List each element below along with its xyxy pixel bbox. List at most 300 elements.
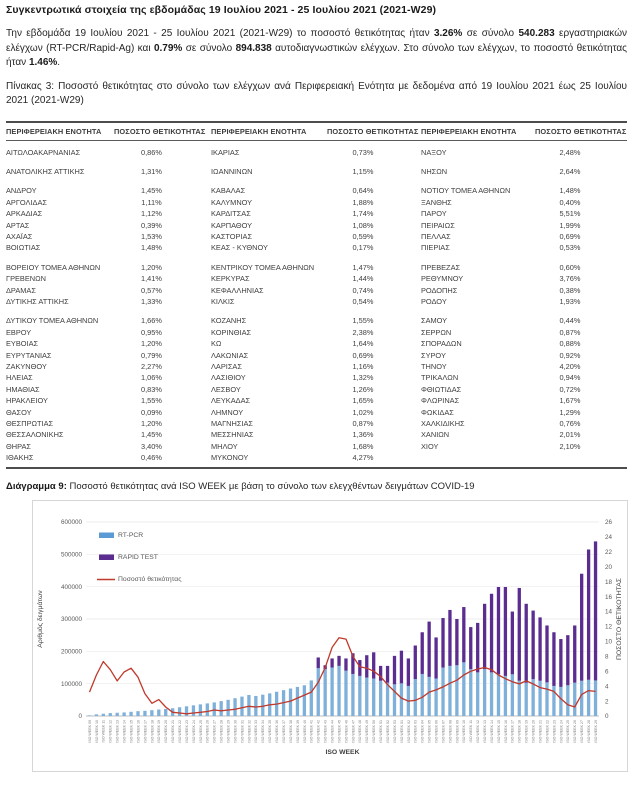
y-right-tick-label: 14: [605, 609, 613, 617]
table-row: [6, 429, 627, 440]
rapid-bar: [455, 619, 458, 665]
rtpcr-bar: [220, 701, 223, 716]
rtpcr-bar: [344, 671, 347, 716]
positivity-cell: 1,08%: [352, 220, 374, 230]
x-tick-label: ISO WEEK 23: [184, 720, 189, 744]
region-cell: ΗΛΕΙΑΣ: [6, 373, 33, 383]
rapid-bar: [552, 633, 555, 687]
rtpcr-bar: [102, 714, 105, 716]
table-row: [6, 219, 627, 230]
table-row: [6, 349, 627, 360]
x-tick-label: ISO WEEK 07: [441, 720, 446, 744]
rapid-bar: [559, 639, 562, 687]
region-cell: ΤΡΙΚΑΛΩΝ: [421, 373, 459, 383]
rtpcr-bar: [192, 706, 195, 717]
text-run: Την εβδομάδα 19 Ιουλίου 2021 - 25 Ιουλίου 2021 (2021-W29) το ποσοστό θετικότητας ήταν: [6, 28, 434, 39]
region-cell: ΒΟΡΕΙΟΥ ΤΟΜΕΑ ΑΘΗΝΩΝ: [6, 262, 101, 272]
rtpcr-bar: [157, 710, 160, 716]
table-header-row: [6, 123, 627, 141]
rtpcr-bar: [310, 681, 313, 717]
table-row: [6, 361, 627, 372]
column-header-region-3: ΠΕΡΙΦΕΡΕΙΑΚΗ ΕΝΟΤΗΤΑ: [421, 126, 517, 136]
positivity-cell: 0,40%: [559, 197, 581, 207]
positivity-cell: 3,40%: [141, 441, 162, 451]
x-tick-label: ISO WEEK 31: [240, 720, 245, 744]
rtpcr-bar: [116, 713, 119, 716]
y-left-tick-label: 400000: [60, 584, 82, 592]
rapid-bar: [531, 611, 534, 680]
rtpcr-bar: [587, 680, 590, 716]
rtpcr-bar: [421, 674, 424, 716]
positivity-cell: 5,51%: [559, 209, 581, 219]
rtpcr-bar: [324, 669, 327, 716]
x-tick-label: ISO WEEK 27: [580, 720, 585, 744]
y-right-tick-label: 6: [605, 668, 609, 676]
region-cell: ΛΕΥΚΑΔΑΣ: [211, 396, 251, 406]
region-cell: ΑΝΑΤΟΛΙΚΗΣ ΑΤΤΙΚΗΣ: [6, 167, 85, 177]
rtpcr-bar: [545, 683, 548, 717]
region-cell: ΜΑΓΝΗΣΙΑΣ: [211, 418, 253, 428]
positivity-cell: 0,53%: [559, 243, 581, 253]
region-cell: ΔΥΤΙΚΟΥ ΤΟΜΕΑ ΑΘΗΝΩΝ: [6, 316, 99, 326]
region-cell: ΓΡΕΒΕΝΩΝ: [6, 274, 46, 284]
table-row: [6, 395, 627, 406]
x-tick-label: ISO WEEK 39: [295, 720, 300, 744]
positivity-cell: 0,94%: [559, 373, 581, 383]
positivity-cell: 1,26%: [352, 384, 374, 394]
x-tick-label: ISO WEEK 43: [323, 720, 328, 744]
x-tick-label: ISO WEEK 16: [503, 720, 508, 744]
y-right-tick-label: 24: [605, 534, 613, 542]
region-cell: ΘΕΣΠΡΩΤΙΑΣ: [6, 418, 54, 428]
positivity-cell: 1,48%: [559, 186, 581, 196]
y-right-tick-label: 22: [605, 549, 613, 557]
positivity-cell: 0,92%: [559, 350, 581, 360]
y-right-tick-label: 10: [605, 638, 613, 646]
rtpcr-bar: [462, 663, 465, 717]
positivity-cell: 0,88%: [559, 339, 581, 349]
x-tick-label: ISO WEEK 49: [365, 720, 370, 744]
rapid-bar: [483, 604, 486, 669]
positivity-cell: 1,02%: [352, 407, 374, 417]
table-row: [6, 231, 627, 242]
rapid-bar: [594, 542, 597, 681]
x-tick-label: ISO WEEK 45: [337, 720, 342, 744]
region-cell: ΝΗΣΩΝ: [421, 167, 448, 177]
positivity-cell: 1,74%: [352, 209, 374, 219]
x-tick-label: ISO WEEK 20: [164, 720, 169, 744]
table-row: [6, 296, 627, 307]
region-cell: ΡΟΔΟΥ: [421, 296, 447, 306]
region-cell: ΔΡΑΜΑΣ: [6, 285, 36, 295]
y-right-tick-label: 4: [605, 683, 609, 691]
table-row: [6, 208, 627, 219]
table-body: [6, 147, 627, 464]
region-cell: ΦΛΩΡΙΝΑΣ: [421, 396, 460, 406]
rtpcr-bar: [247, 695, 250, 716]
x-tick-label: ISO WEEK 42: [316, 720, 321, 744]
rtpcr-bar: [233, 698, 236, 716]
x-tick-label: ISO WEEK 29: [226, 720, 231, 744]
x-tick-label: ISO WEEK 28: [587, 720, 592, 744]
region-cell: ΛΗΜΝΟΥ: [211, 407, 244, 417]
region-cell: ΦΩΚΙΔΑΣ: [421, 407, 454, 417]
region-cell: ΕΒΡΟΥ: [6, 327, 32, 337]
positivity-cell: 1,48%: [141, 243, 162, 253]
x-tick-label: ISO WEEK 09: [455, 720, 460, 744]
region-cell: ΡΟΔΟΠΗΣ: [421, 285, 458, 295]
chart-caption-label: Διάγραμμα 9:: [6, 481, 67, 493]
positivity-cell: 0,74%: [352, 285, 374, 295]
highlight-value: 894.838: [235, 42, 272, 54]
rtpcr-bar: [129, 712, 132, 716]
rtpcr-bar: [566, 686, 569, 717]
table-row: [6, 372, 627, 383]
rapid-bar: [476, 623, 479, 672]
rtpcr-bar: [178, 708, 181, 717]
region-cell: ΞΑΝΘΗΣ: [421, 197, 452, 207]
positivity-cell: 0,83%: [141, 384, 162, 394]
region-cell: ΙΩΑΝΝΙΝΩΝ: [211, 167, 253, 177]
x-tick-label: ISO WEEK 19: [157, 720, 162, 744]
rtpcr-bar: [351, 674, 354, 716]
rapid-bar: [497, 587, 500, 674]
table-group: [6, 166, 627, 177]
positivity-cell: 0,73%: [352, 147, 374, 157]
x-tick-label: ISO WEEK 48: [358, 720, 363, 744]
region-cell: ΧΑΝΙΩΝ: [421, 430, 450, 440]
table-row: [6, 197, 627, 208]
intro-paragraph: [6, 27, 627, 71]
rtpcr-bar: [143, 711, 146, 716]
region-cell: ΛΑΡΙΣΑΣ: [211, 361, 242, 371]
x-tick-label: ISO WEEK 12: [476, 720, 481, 744]
table-row: [6, 440, 627, 451]
table-group: [6, 185, 627, 253]
region-cell: ΦΘΙΩΤΙΔΑΣ: [421, 384, 462, 394]
legend-swatch: [99, 555, 114, 561]
y-right-tick-label: 2: [605, 698, 609, 706]
table-row: [6, 185, 627, 196]
x-tick-label: ISO WEEK 36: [275, 720, 280, 744]
region-cell: ΚΑΒΑΛΑΣ: [211, 186, 246, 196]
text-run: .: [57, 57, 61, 68]
legend-swatch: [99, 533, 114, 539]
x-tick-label: ISO WEEK 47: [351, 720, 356, 744]
rapid-bar: [337, 656, 340, 666]
x-tick-label: ISO WEEK 13: [483, 720, 488, 744]
region-cell: ΣΑΜΟΥ: [421, 316, 448, 326]
positivity-cell: 1,47%: [352, 262, 374, 272]
rtpcr-bar: [213, 703, 216, 717]
rtpcr-bar: [518, 681, 521, 716]
rtpcr-bar: [88, 716, 91, 717]
rtpcr-bar: [504, 676, 507, 716]
x-tick-label: ISO WEEK 46: [344, 720, 349, 744]
region-cell: ΖΑΚΥΝΘΟΥ: [6, 361, 47, 371]
rapid-bar: [580, 574, 583, 681]
rtpcr-bar: [136, 711, 139, 716]
positivity-cell: 1,15%: [352, 167, 374, 177]
rtpcr-bar: [428, 677, 431, 716]
positivity-cell: 4,20%: [559, 361, 581, 371]
rtpcr-bar: [240, 697, 243, 716]
positivity-cell: 1,67%: [559, 396, 581, 406]
rtpcr-bar: [289, 689, 292, 716]
x-tick-label: ISO WEEK 18: [517, 720, 522, 744]
text-run: αυτοδιαγνωστικών ελέγχων. Στο σύνολο των ελέγχων, το ποσοστό θετικότητας ήταν: [6, 42, 627, 68]
region-cell: ΠΙΕΡΙΑΣ: [421, 243, 450, 253]
y-right-tick-label: 0: [605, 713, 609, 721]
positivity-cell: 1,66%: [141, 316, 162, 326]
x-tick-label: ISO WEEK 50: [372, 720, 377, 744]
x-tick-label: ISO WEEK 30: [233, 720, 238, 744]
region-cell: ΑΡΓΟΛΙΔΑΣ: [6, 197, 47, 207]
rtpcr-bar: [594, 681, 597, 717]
rtpcr-bar: [206, 704, 209, 717]
x-tick-label: ISO WEEK 18: [150, 720, 155, 744]
rtpcr-bar: [414, 679, 417, 716]
x-tick-label: ISO WEEK 32: [247, 720, 252, 744]
region-cell: ΡΕΘΥΜΝΟΥ: [421, 274, 464, 284]
rapid-bar: [386, 666, 389, 683]
positivity-cell: 1,45%: [141, 430, 162, 440]
positivity-cell: 0,95%: [141, 327, 162, 337]
table-row: [6, 452, 627, 463]
rtpcr-bar: [317, 668, 320, 716]
x-tick-label: ISO WEEK 09: [87, 720, 92, 744]
positivity-cell: 0,72%: [559, 384, 581, 394]
region-cell: ΜΕΣΣΗΝΙΑΣ: [211, 430, 254, 440]
region-cell: ΘΗΡΑΣ: [6, 441, 31, 451]
legend-label: RT-PCR: [118, 532, 144, 540]
rapid-bar: [504, 587, 507, 676]
region-cell: ΛΕΣΒΟΥ: [211, 384, 241, 394]
region-cell: ΧΑΛΚΙΔΙΚΗΣ: [421, 418, 465, 428]
rtpcr-bar: [372, 679, 375, 717]
rapid-bar: [400, 651, 403, 684]
rtpcr-bar: [330, 668, 333, 717]
positivity-cell: 1,11%: [141, 197, 162, 207]
positivity-cell: 0,79%: [141, 350, 162, 360]
positivity-cell: 2,27%: [141, 361, 162, 371]
x-tick-label: ISO WEEK 29: [593, 720, 598, 744]
region-cell: ΚΑΡΔΙΤΣΑΣ: [211, 209, 251, 219]
positivity-cell: 1,29%: [559, 407, 581, 417]
rapid-bar: [344, 659, 347, 671]
rapid-bar: [365, 655, 368, 677]
region-cell: ΑΙΤΩΛΟΑΚΑΡΝΑΝΙΑΣ: [6, 147, 81, 157]
region-cell: ΚΙΛΚΙΣ: [211, 296, 235, 306]
region-cell: ΚΕΦΑΛΛΗΝΙΑΣ: [211, 285, 264, 295]
y-left-tick-label: 300000: [60, 616, 82, 624]
rapid-bar: [428, 622, 431, 677]
x-tick-label: ISO WEEK 06: [434, 720, 439, 744]
rtpcr-bar: [254, 696, 257, 716]
x-tick-label: ISO WEEK 44: [330, 720, 335, 744]
rtpcr-bar: [455, 666, 458, 717]
x-tick-label: ISO WEEK 21: [171, 720, 176, 744]
rapid-bar: [538, 618, 541, 681]
y-left-tick-label: 100000: [60, 681, 82, 689]
region-cell: ΚΕΡΚΥΡΑΣ: [211, 274, 250, 284]
rapid-bar: [441, 618, 444, 667]
positivity-cell: 0,76%: [559, 418, 581, 428]
x-tick-label: ISO WEEK 37: [281, 720, 286, 744]
table-row: [6, 262, 627, 273]
table-row: [6, 147, 627, 158]
x-tick-label: ISO WEEK 10: [94, 720, 99, 744]
highlight-value: 540.283: [518, 28, 555, 39]
positivity-cell: 1,64%: [352, 339, 374, 349]
y-right-tick-label: 16: [605, 594, 613, 602]
region-cell: ΣΠΟΡΑΔΩΝ: [421, 339, 462, 349]
x-tick-label: ISO WEEK 28: [219, 720, 224, 744]
positivity-cell: 1,65%: [352, 396, 374, 406]
region-cell: ΠΑΡΟΥ: [421, 209, 447, 219]
rtpcr-bar: [226, 700, 229, 716]
x-tick-label: ISO WEEK 33: [254, 720, 259, 744]
rapid-bar: [587, 550, 590, 680]
table-row: [6, 418, 627, 429]
table-group: [6, 262, 627, 308]
region-cell: ΚΑΣΤΟΡΙΑΣ: [211, 232, 253, 242]
rtpcr-bar: [164, 709, 167, 716]
rapid-bar: [566, 635, 569, 685]
x-tick-label: ISO WEEK 27: [212, 720, 217, 744]
page-title: Συγκεντρωτικά στοιχεία της εβδομάδας 19 Ιουλίου 2021 - 25 Ιουλίου 2021 (2021-W29): [6, 4, 437, 16]
rapid-bar: [393, 656, 396, 684]
legend-label: RAPID TEST: [118, 554, 158, 562]
rapid-bar: [372, 653, 375, 679]
rtpcr-bar: [303, 686, 306, 717]
column-header-positivity-2: ΠΟΣΟΣΤΟ ΘΕΤΙΚΟΤΗΤΑΣ: [327, 126, 419, 136]
table-row: [6, 384, 627, 395]
text-run: σε σύνολο: [462, 28, 519, 39]
rtpcr-bar: [525, 683, 528, 716]
y-right-tick-label: 12: [605, 623, 613, 631]
highlight-value: 0.79%: [153, 42, 183, 54]
rtpcr-bar: [122, 713, 125, 717]
y-left-tick-label: 200000: [60, 648, 82, 656]
rtpcr-bar: [358, 676, 361, 716]
x-tick-label: ISO WEEK 03: [413, 720, 418, 744]
column-header-positivity-3: ΠΟΣΟΣΤΟ ΘΕΤΙΚΟΤΗΤΑΣ: [535, 126, 627, 136]
y-left-tick-label: 0: [78, 713, 82, 721]
positivity-cell: 0,69%: [352, 350, 374, 360]
rtpcr-bar: [497, 675, 500, 717]
region-cell: ΚΟΡΙΝΘΙΑΣ: [211, 327, 252, 337]
x-tick-label: ISO WEEK 26: [205, 720, 210, 744]
x-tick-label: ISO WEEK 52: [385, 720, 390, 744]
positivity-cell: 4,27%: [352, 453, 374, 463]
chart-caption: [6, 481, 627, 492]
x-tick-label: ISO WEEK 41: [309, 720, 314, 744]
rtpcr-bar: [379, 681, 382, 716]
highlight-value: 1.46%: [28, 57, 58, 68]
y-right-tick-label: 26: [605, 519, 613, 527]
x-tick-label: ISO WEEK 17: [510, 720, 515, 744]
table-row: [6, 315, 627, 326]
y-right-tick-label: 20: [605, 564, 613, 572]
positivity-cell: 1,88%: [352, 197, 374, 207]
positivity-cell: 1,41%: [141, 274, 162, 284]
chart-caption-text: Ποσοστό θετικότητας ανά ISO WEEK με βάση το σύνολο των ελεγχθέντων δειγμάτων COVID-19: [66, 481, 475, 493]
rapid-bar: [573, 626, 576, 683]
x-tick-label: ISO WEEK 13: [115, 720, 120, 744]
rtpcr-bar: [490, 673, 493, 717]
positivity-cell: 1,55%: [141, 396, 162, 406]
positivity-cell: 1,93%: [559, 296, 581, 306]
positivity-cell: 0,39%: [141, 220, 162, 230]
positivity-cell: 0,44%: [559, 316, 581, 326]
positivity-cell: 1,44%: [352, 274, 374, 284]
y-right-axis-title: ΠΟΣΟΣΤΟ ΘΕΤΙΚΟΤΗΤΑΣ: [616, 578, 623, 661]
x-tick-label: ISO WEEK 11: [469, 720, 474, 743]
x-tick-label: ISO WEEK 22: [545, 720, 550, 744]
text-run: εργαστηριακών ελέγχων (RT-PCR/Rapid-Ag) και: [6, 28, 627, 54]
x-tick-label: ISO WEEK 15: [129, 720, 134, 744]
text-run: σε σύνολο: [182, 42, 236, 54]
rtpcr-bar: [261, 695, 264, 716]
legend-label: Ποσοστό θετικότητας: [118, 576, 182, 584]
positivity-cell: 0,54%: [352, 296, 374, 306]
x-tick-label: ISO WEEK 10: [462, 720, 467, 744]
positivity-cell: 1,36%: [352, 430, 374, 440]
region-cell: ΝΑΞΟΥ: [421, 147, 447, 157]
region-cell: ΘΕΣΣΑΛΟΝΙΚΗΣ: [6, 430, 64, 440]
positivity-cell: 1,68%: [352, 441, 374, 451]
x-tick-label: ISO WEEK 12: [108, 720, 113, 744]
positivity-cell: 2,64%: [559, 167, 581, 177]
table-group: [6, 147, 627, 158]
x-tick-label: ISO WEEK 34: [261, 720, 266, 744]
table-row: [6, 327, 627, 338]
x-tick-label: ISO WEEK 24: [559, 720, 564, 744]
rtpcr-bar: [434, 679, 437, 717]
positivity-cell: 0,09%: [141, 407, 162, 417]
x-tick-label: ISO WEEK 35: [268, 720, 273, 744]
positivity-cell: 2,38%: [352, 327, 374, 337]
highlight-value: 3.26%: [433, 28, 463, 39]
region-cell: ΝΟΤΙΟΥ ΤΟΜΕΑ ΑΘΗΝΩΝ: [421, 186, 511, 196]
region-cell: ΑΧΑΪΑΣ: [6, 232, 33, 242]
region-cell: ΚΑΛΥΜΝΟΥ: [211, 197, 253, 207]
rapid-bar: [448, 610, 451, 666]
x-tick-label: ISO WEEK 19: [524, 720, 529, 744]
positivity-cell: 1,33%: [141, 296, 162, 306]
positivity-cell: 0,86%: [141, 147, 162, 157]
column-header-region-2: ΠΕΡΙΦΕΡΕΙΑΚΗ ΕΝΟΤΗΤΑ: [211, 126, 307, 136]
positivity-cell: 1,53%: [141, 232, 162, 242]
positivity-cell: 0,87%: [559, 327, 581, 337]
rtpcr-bar: [185, 707, 188, 717]
x-tick-label: ISO WEEK 22: [177, 720, 182, 744]
rapid-bar: [545, 626, 548, 683]
x-tick-label: ISO WEEK 15: [496, 720, 501, 744]
x-tick-label: ISO WEEK 11: [101, 720, 106, 743]
region-cell: ΗΜΑΘΙΑΣ: [6, 384, 40, 394]
rtpcr-bar: [393, 685, 396, 717]
x-tick-label: ISO WEEK 38: [288, 720, 293, 744]
positivity-cell: 0,87%: [352, 418, 374, 428]
positivity-cell: 0,17%: [352, 243, 374, 253]
rapid-bar: [330, 659, 333, 668]
region-cell: ΚΕΝΤΡΙΚΟΥ ΤΟΜΕΑ ΑΘΗΝΩΝ: [211, 262, 315, 272]
region-cell: ΚΩ: [211, 339, 222, 349]
region-cell: ΤΗΝΟΥ: [421, 361, 447, 371]
rtpcr-bar: [483, 669, 486, 716]
